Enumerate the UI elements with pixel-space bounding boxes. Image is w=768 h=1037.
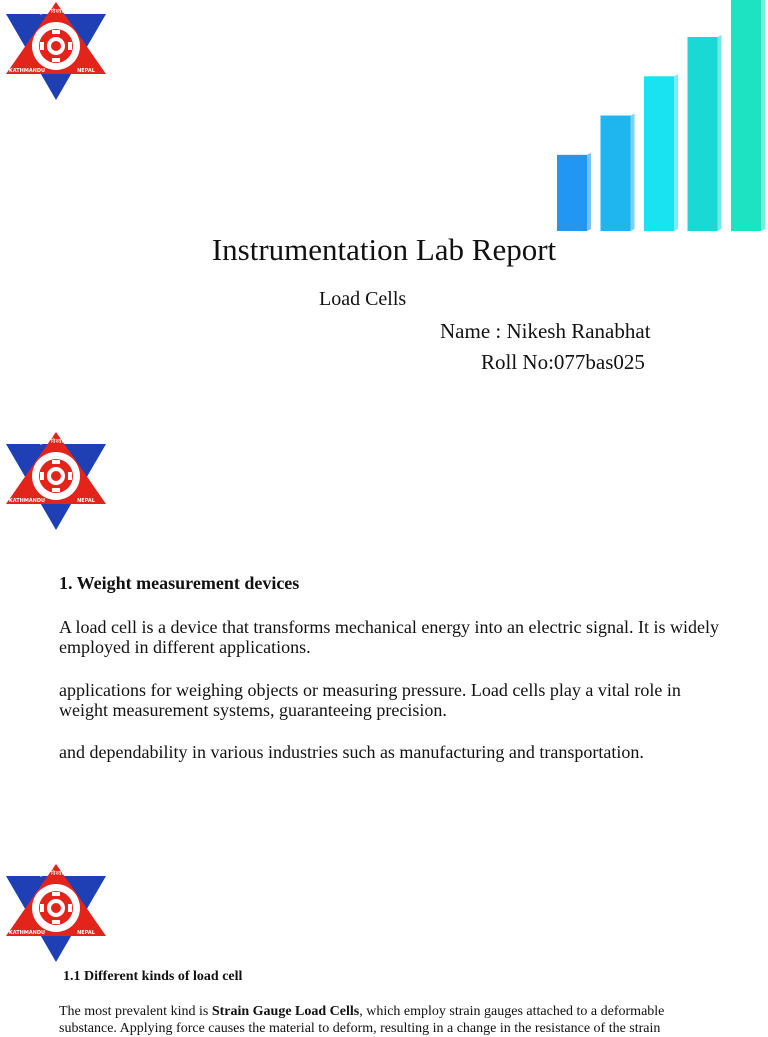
svg-text:त्रिभुवन विश्वविद्यालय: त्रिभुवन विश्वविद्यालय: [32, 870, 80, 877]
bar-graphic: [548, 0, 768, 235]
paragraph-text: , which employ strain gauges attached to a deformable substance. Applying force causes the material to deform, resulting in a change in the resistance of the strain: [59, 1004, 665, 1036]
university-logo: [0, 430, 112, 534]
university-logo: [0, 862, 112, 966]
paragraph: and dependability in various industries such as manufacturing and transportation.: [59, 742, 644, 762]
svg-text:KATHMANDU: KATHMANDU: [8, 930, 46, 936]
report-subtitle: Load Cells: [319, 288, 407, 310]
paragraph: [59, 1003, 709, 1037]
roll-number: Roll No:077bas025: [481, 350, 645, 374]
report-title: Instrumentation Lab Report: [211, 232, 557, 267]
bar-graphic-bar: [557, 153, 591, 231]
paragraph: applications for weighing objects or measuring pressure. Load cells play a vital role in weight measurement systems, guaranteeing precision.: [59, 680, 681, 720]
section-heading: 1. Weight measurement devices: [59, 573, 300, 593]
subsection-heading: 1.1 Different kinds of load cell: [63, 969, 243, 984]
paragraph: A load cell is a device that transforms mechanical energy into an electric signal. It is widely employed in different applications.: [59, 617, 719, 657]
svg-text:NEPAL: NEPAL: [77, 930, 95, 936]
bar-graphic-bar: [731, 0, 765, 231]
bar-graphic-bar: [644, 74, 678, 231]
svg-text:KATHMANDU: KATHMANDU: [8, 498, 46, 504]
logo-left-text: KATHMANDU: [8, 68, 46, 74]
university-logo: [0, 0, 112, 104]
bar-graphic-bar: [601, 114, 635, 232]
author-name: Name : Nikesh Ranabhat: [440, 319, 651, 343]
bold-term: Strain Gauge Load Cells: [211, 1004, 360, 1019]
bar-graphic-bar: [688, 35, 722, 231]
svg-text:NEPAL: NEPAL: [77, 498, 95, 504]
logo-top-text: त्रिभुवन विश्वविद्यालय: [32, 8, 80, 15]
logo-right-text: NEPAL: [77, 68, 95, 74]
svg-text:त्रिभुवन विश्वविद्यालय: त्रिभुवन विश्वविद्यालय: [32, 438, 80, 445]
paragraph-text: The most prevalent kind is: [59, 1004, 212, 1019]
